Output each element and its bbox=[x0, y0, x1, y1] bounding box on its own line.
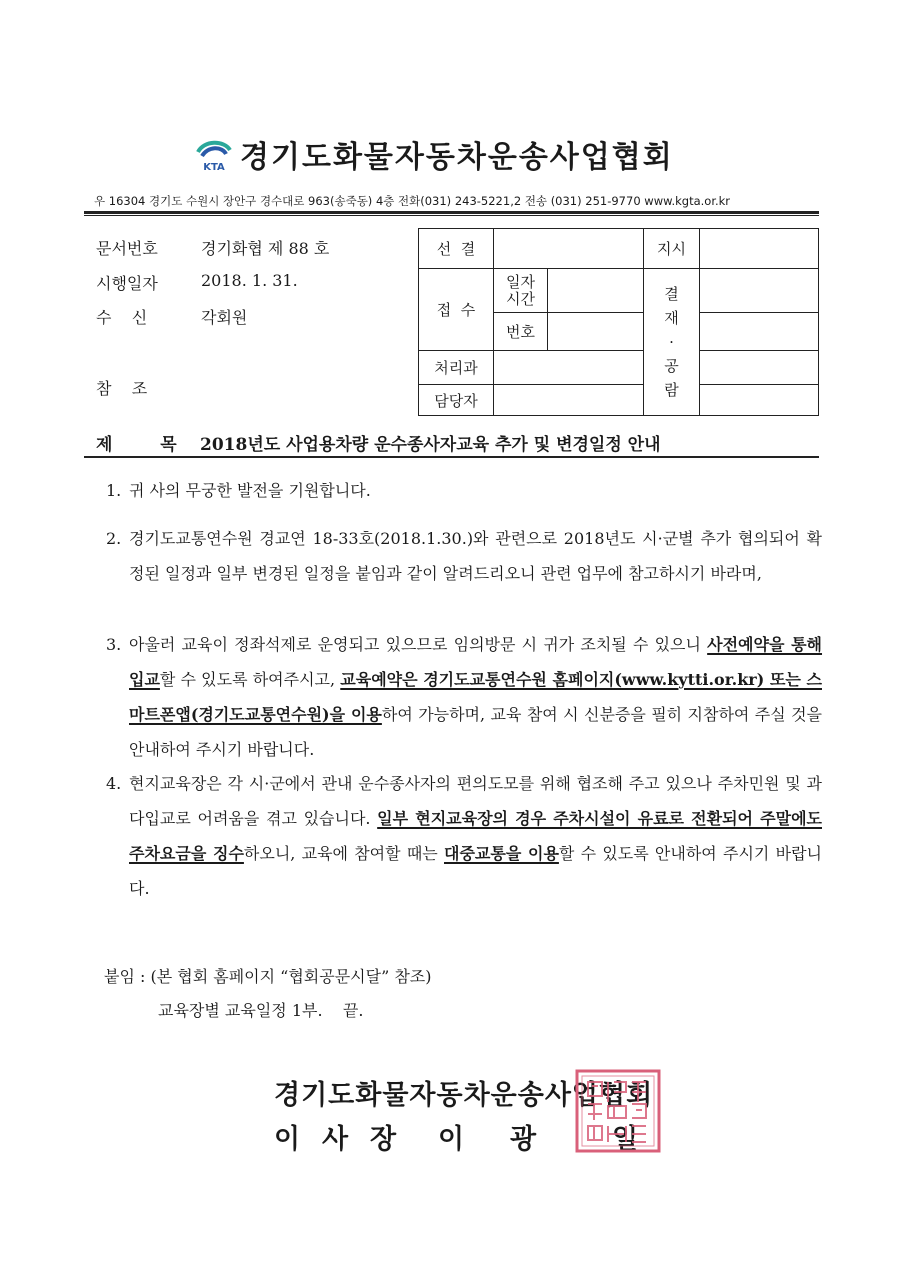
gyeoljae-char: · bbox=[669, 333, 674, 351]
gyeoljae-char: 람 bbox=[664, 381, 679, 399]
sigan-label: 시간 bbox=[506, 289, 535, 308]
text-run: 할 수 있도록 하여주시고, bbox=[159, 670, 341, 689]
reference-label: 참 조 bbox=[96, 379, 148, 398]
date-time-cell bbox=[548, 269, 644, 313]
jeopsu-label: 접 수 bbox=[419, 269, 494, 351]
subject-rule bbox=[84, 456, 819, 458]
signoff-title-char: 사 bbox=[322, 1124, 349, 1155]
paragraph-number: 2. bbox=[106, 529, 122, 548]
approval-cell bbox=[700, 269, 819, 313]
text-run: 현지교육장은 각 시·군에서 관내 운수종사자의 편의도모를 위해 협조해 주고 있으나 주차민원 및 과다입교로 어려움을 겪고 있습니다. bbox=[129, 774, 822, 828]
paragraph-number: 1. bbox=[106, 481, 122, 500]
subject-text: 2018년도 사업용차량 운수종사자교육 추가 및 변경일정 안내 bbox=[200, 435, 661, 455]
doc-number-label: 문서번호 bbox=[96, 239, 158, 258]
paragraph-number: 4. bbox=[106, 774, 122, 793]
underlined-text: 교육예약은 경기도교통연수원 홈페이지(www.kytti.or.kr) 또는 스마트폰앱(경기도교통연수원)을 이용 bbox=[129, 670, 822, 724]
recipient-label: 수 신 bbox=[96, 308, 148, 327]
doc-number-value: 경기화협 제 88 호 bbox=[201, 239, 330, 258]
recipient-value: 각회원 bbox=[201, 308, 248, 327]
ilja-label: 일자 bbox=[506, 272, 535, 291]
text-run: 하오니, 교육에 참여할 때는 bbox=[243, 844, 444, 863]
gyeoljae-char: 결 bbox=[664, 285, 679, 303]
gyeoljae-label bbox=[644, 269, 700, 416]
date-time-label bbox=[494, 269, 548, 313]
damdangja-label: 담당자 bbox=[419, 385, 494, 416]
underlined-text: 사전예약을 통해 입교 bbox=[129, 635, 823, 689]
seongyeol-label: 선 결 bbox=[419, 229, 494, 269]
official-seal bbox=[574, 1068, 662, 1154]
approval-table bbox=[418, 228, 819, 416]
underlined-text: 일부 현지교육장의 경우 주차시설이 유료로 전환되어 주말에도 주차요금을 징수 bbox=[129, 809, 822, 863]
underlined-text: 대중교통을 이용 bbox=[444, 844, 559, 863]
gyeoljae-char: 공 bbox=[664, 357, 679, 375]
jisi-cell bbox=[700, 229, 819, 269]
kta-logo bbox=[194, 138, 234, 172]
date-label: 시행일자 bbox=[96, 274, 158, 293]
paragraph-number: 3. bbox=[106, 635, 122, 654]
header-rule-thin bbox=[84, 215, 819, 216]
damdangja-cell bbox=[494, 385, 644, 416]
paragraph-text bbox=[129, 627, 822, 767]
approval-cell bbox=[700, 351, 819, 385]
signoff-name-char: 일 bbox=[612, 1124, 639, 1155]
paragraph-text bbox=[129, 766, 822, 906]
beonho-label: 번호 bbox=[494, 313, 548, 351]
address-line: 우 16304 경기도 수원시 장안구 경수대로 963(송죽동) 4층 전화(031) 243-5221,2 전송 (031) 251-9770 www.kgta.or.kr bbox=[94, 194, 731, 208]
logo-text: KTA bbox=[203, 162, 225, 172]
paragraph-text: 귀 사의 무궁한 발전을 기원합니다. bbox=[129, 481, 371, 500]
paragraph-text: 경기도교통연수원 경교연 18-33호(2018.1.30.)와 관련으로 2018년도 시·군별 추가 협의되어 확정된 일정과 일부 변경된 일정을 붙임과 같이 알려드리오니 관련 업무에 참고하시기 바라며, bbox=[129, 529, 822, 583]
approval-cell bbox=[700, 313, 819, 351]
date-value: 2018. 1. 31. bbox=[201, 271, 298, 290]
paragraph-3 bbox=[106, 627, 822, 767]
subject-label: 제 목 bbox=[96, 435, 189, 455]
org-title: 경기도화물자동차운송사업협회 bbox=[240, 140, 674, 175]
gyeoljae-char: 재 bbox=[664, 309, 679, 327]
text-run: 아울러 교육이 정좌석제로 운영되고 있으므로 임의방문 시 귀가 조치될 수 있으니 bbox=[129, 635, 708, 654]
signoff-title-char: 장 bbox=[370, 1124, 397, 1155]
signoff-name-char: 광 bbox=[510, 1124, 537, 1155]
seongyeol-cell bbox=[494, 229, 644, 269]
approval-cell bbox=[700, 385, 819, 416]
attachment-line: 붙임 : (본 협회 홈페이지 “협회공문시달” 참조) bbox=[104, 967, 432, 986]
header-rule bbox=[84, 211, 819, 214]
signoff-name-char: 이 bbox=[438, 1124, 465, 1155]
cheorigwa-cell bbox=[494, 351, 644, 385]
text-run: 하여 가능하며, 교육 참여 시 신분증을 필히 지참하여 주실 것을 안내하여 주시기 바랍니다. bbox=[129, 705, 822, 759]
jisi-label: 지시 bbox=[644, 229, 700, 269]
signoff-title-char: 이 bbox=[274, 1124, 301, 1155]
signoff-org: 경기도화물자동차운송사업협회 bbox=[274, 1080, 654, 1111]
text-run: 할 수 있도록 안내하여 주시기 바랍니다. bbox=[129, 844, 822, 898]
beonho-cell bbox=[548, 313, 644, 351]
paragraph-1 bbox=[106, 473, 822, 508]
paragraph-2 bbox=[106, 521, 822, 591]
cheorigwa-label: 처리과 bbox=[419, 351, 494, 385]
paragraph-4 bbox=[106, 766, 822, 906]
attachment-item: 교육장별 교육일정 1부. 끝. bbox=[158, 1001, 364, 1020]
